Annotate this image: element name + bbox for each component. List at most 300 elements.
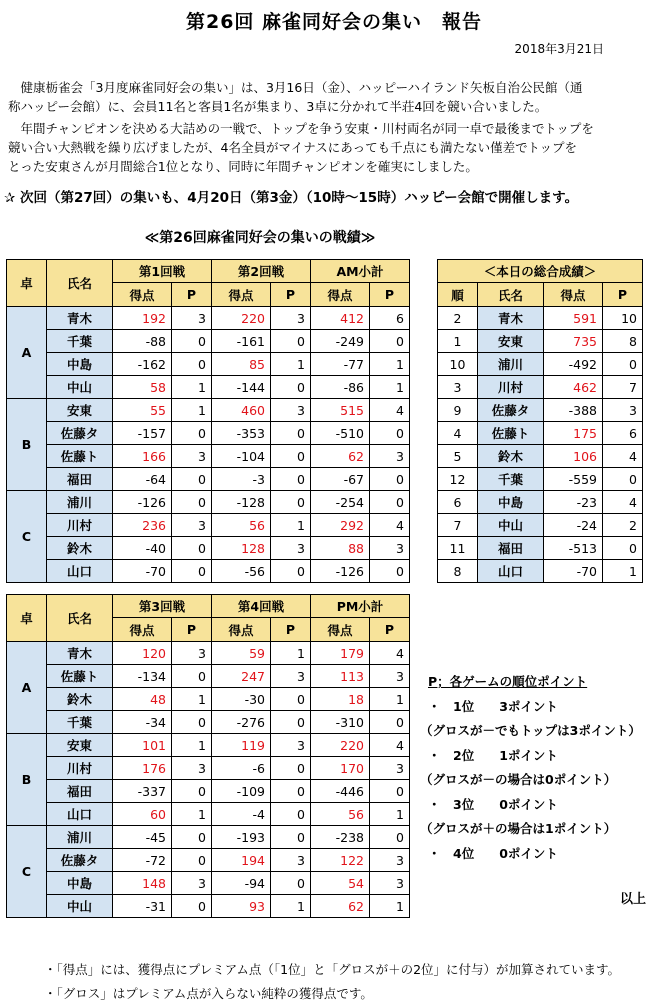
rank-cell: 12 [438,468,478,491]
score-cell: 119 [212,734,271,757]
point-cell: 0 [172,780,212,803]
next-meeting-notice: ✰ 次回（第27回）の集いも、4月20日（第3金）（10時～15時）ハッピー会館で開催します。 [4,190,579,206]
player-name: 佐藤タ [478,399,544,422]
score-cell: 56 [212,514,271,537]
player-name: 鈴木 [47,688,113,711]
table-label: C [7,826,47,918]
player-name: 青木 [47,307,113,330]
table-row [7,665,410,688]
table-row [438,468,643,491]
point-cell: 3 [172,872,212,895]
point-cell: 0 [271,422,311,445]
point-cell: 0 [172,353,212,376]
points-note-line: ・ 1位 3ポイント [428,698,558,714]
am-results-table [6,259,410,583]
point-cell: 1 [172,803,212,826]
rank-cell: 8 [438,560,478,583]
table-row [7,849,410,872]
player-name: 中山 [47,376,113,399]
score-cell: -310 [311,711,370,734]
point-cell: 1 [271,353,311,376]
player-name: 山口 [478,560,544,583]
point-cell: 0 [271,376,311,399]
point-cell: 0 [172,826,212,849]
score-cell: -126 [113,491,172,514]
point-cell: 10 [603,307,643,330]
col-header-name: 氏名 [478,283,544,307]
point-cell: 0 [172,537,212,560]
point-cell: 1 [370,353,410,376]
score-cell: 60 [113,803,172,826]
table-row [7,330,410,353]
col-header-game2: 第4回戦 [212,595,311,618]
score-cell: -388 [544,399,603,422]
player-name: 中山 [47,895,113,918]
point-cell: 1 [172,688,212,711]
player-name: 鈴木 [47,537,113,560]
score-cell: 462 [544,376,603,399]
player-name: 安東 [478,330,544,353]
point-cell: 3 [370,537,410,560]
player-name: 佐藤タ [47,422,113,445]
score-cell: 176 [113,757,172,780]
score-cell: 59 [212,642,271,665]
score-cell: 515 [311,399,370,422]
score-cell: 58 [113,376,172,399]
point-cell: 0 [271,826,311,849]
point-cell: 0 [172,849,212,872]
table-row [7,872,410,895]
table-row [7,491,410,514]
rank-cell: 7 [438,514,478,537]
point-cell: 0 [370,826,410,849]
point-cell: 4 [603,491,643,514]
table-row [438,491,643,514]
point-cell: 1 [370,895,410,918]
score-cell: -70 [544,560,603,583]
col-header-rank: 順 [438,283,478,307]
table-row [7,803,410,826]
score-cell: -77 [311,353,370,376]
score-cell: 591 [544,307,603,330]
score-cell: -109 [212,780,271,803]
score-cell: -249 [311,330,370,353]
rank-cell: 10 [438,353,478,376]
score-cell: -70 [113,560,172,583]
score-cell: 62 [311,895,370,918]
rank-cell: 6 [438,491,478,514]
point-cell: 0 [603,537,643,560]
score-cell: -193 [212,826,271,849]
point-cell: 0 [172,468,212,491]
point-cell: 0 [271,560,311,583]
score-cell: -72 [113,849,172,872]
point-cell: 7 [603,376,643,399]
score-cell: -161 [212,330,271,353]
results-heading: ≪第26回麻雀同好会の集いの戦績≫ [144,230,376,246]
score-cell: -353 [212,422,271,445]
points-note [420,670,650,866]
col-header-p: P [172,618,212,642]
rank-cell: 5 [438,445,478,468]
player-name: 福田 [478,537,544,560]
point-cell: 0 [271,780,311,803]
rank-cell: 4 [438,422,478,445]
point-cell: 0 [370,422,410,445]
rank-cell: 1 [438,330,478,353]
col-header-score: 得点 [113,618,172,642]
point-cell: 1 [370,688,410,711]
score-cell: -104 [212,445,271,468]
player-name: 福田 [47,780,113,803]
player-name: 佐藤ト [47,665,113,688]
col-header-p: P [603,283,643,307]
point-cell: 0 [370,560,410,583]
point-cell: 0 [172,711,212,734]
point-cell: 3 [172,514,212,537]
score-cell: -24 [544,514,603,537]
point-cell: 3 [271,537,311,560]
point-cell: 4 [603,445,643,468]
table-row [438,560,643,583]
point-cell: 0 [172,491,212,514]
point-cell: 1 [172,399,212,422]
score-cell: 106 [544,445,603,468]
table-row [438,399,643,422]
table-row [7,780,410,803]
player-name: 中島 [47,872,113,895]
score-cell: 166 [113,445,172,468]
score-cell: 55 [113,399,172,422]
table-row [438,376,643,399]
point-cell: 0 [172,422,212,445]
score-cell: -254 [311,491,370,514]
player-name: 千葉 [47,711,113,734]
score-cell: -6 [212,757,271,780]
col-header-table: 卓 [7,260,47,307]
table-label: B [7,399,47,491]
score-cell: 220 [212,307,271,330]
rank-cell: 2 [438,307,478,330]
player-name: 浦川 [478,353,544,376]
score-cell: 292 [311,514,370,537]
score-cell: -492 [544,353,603,376]
rank-cell: 9 [438,399,478,422]
score-cell: 236 [113,514,172,537]
table-row [7,560,410,583]
score-cell: -64 [113,468,172,491]
score-cell: -157 [113,422,172,445]
table-label: A [7,307,47,399]
points-note-line: （グロスが－でもトップは3ポイント） [420,723,641,738]
player-name: 佐藤ト [478,422,544,445]
score-cell: 56 [311,803,370,826]
point-cell: 0 [172,330,212,353]
player-name: 鈴木 [478,445,544,468]
col-header-p: P [370,618,410,642]
point-cell: 3 [370,757,410,780]
col-header-name: 氏名 [47,595,113,642]
point-cell: 0 [370,468,410,491]
score-cell: -56 [212,560,271,583]
score-cell: -337 [113,780,172,803]
footnote-2: ・「グロス」はプレミアム点が入らない純粋の獲得点です。 [44,986,373,1001]
score-cell: 88 [311,537,370,560]
point-cell: 3 [271,734,311,757]
score-cell: 247 [212,665,271,688]
intro-line-1: 健康栃雀会「3月度麻雀同好会の集い」は、3月16日（金）、ハッピーハイランド矢板自治公民館（通 [8,80,583,95]
score-cell: 170 [311,757,370,780]
score-cell: -446 [311,780,370,803]
table-row [7,895,410,918]
score-cell: 460 [212,399,271,422]
points-note-title: P；各ゲームの順位ポイント [428,674,588,689]
score-cell: 93 [212,895,271,918]
point-cell: 0 [603,468,643,491]
score-cell: -67 [311,468,370,491]
point-cell: 0 [370,780,410,803]
col-header-score: 得点 [311,283,370,307]
table-row [7,757,410,780]
point-cell: 2 [603,514,643,537]
score-cell: -510 [311,422,370,445]
score-cell: 735 [544,330,603,353]
point-cell: 3 [370,849,410,872]
table-row [438,422,643,445]
score-cell: -23 [544,491,603,514]
score-cell: 179 [311,642,370,665]
point-cell: 0 [271,803,311,826]
intro-line-2: 称ハッピー会館）に、会員11名と客員1名が集まり、3卓に分かれて半荘4回を競い合いました。 [8,99,548,114]
point-cell: 6 [603,422,643,445]
col-header-p: P [172,283,212,307]
point-cell: 0 [271,872,311,895]
point-cell: 3 [172,445,212,468]
table-row [7,642,410,665]
player-name: 安東 [47,399,113,422]
table-row [7,734,410,757]
table-label: C [7,491,47,583]
point-cell: 3 [172,307,212,330]
score-cell: 120 [113,642,172,665]
point-cell: 0 [271,445,311,468]
table-row [7,711,410,734]
col-header-p: P [271,283,311,307]
score-cell: -559 [544,468,603,491]
score-cell: -134 [113,665,172,688]
point-cell: 0 [172,560,212,583]
score-cell: -4 [212,803,271,826]
score-cell: -238 [311,826,370,849]
table-row [7,445,410,468]
col-header-score: 得点 [212,283,271,307]
player-name: 川村 [47,757,113,780]
score-cell: 148 [113,872,172,895]
intro-line-3: 年間チャンピオンを決める大詰めの一戦で、トップを争う安東・川村両名が同一卓で最後までトップを [8,121,594,136]
score-cell: -31 [113,895,172,918]
rank-cell: 3 [438,376,478,399]
point-cell: 3 [370,872,410,895]
player-name: 山口 [47,803,113,826]
score-cell: -86 [311,376,370,399]
point-cell: 3 [271,849,311,872]
point-cell: 4 [370,734,410,757]
point-cell: 0 [370,491,410,514]
point-cell: 1 [172,376,212,399]
intro-line-5: とった安東さんが月間総合1位となり、同時に年間チャンピオンを確実にしました。 [8,159,478,174]
score-cell: 101 [113,734,172,757]
score-cell: 54 [311,872,370,895]
col-header-table: 卓 [7,595,47,642]
points-note-line: （グロスが＋の場合は1ポイント） [420,821,617,836]
table-row [7,468,410,491]
player-name: 中山 [478,514,544,537]
point-cell: 3 [172,757,212,780]
point-cell: 0 [370,330,410,353]
table-row [7,307,410,330]
score-cell: -45 [113,826,172,849]
player-name: 山口 [47,560,113,583]
player-name: 千葉 [47,330,113,353]
score-cell: 175 [544,422,603,445]
closing-mark: 以上 [619,892,646,907]
overall-results-table [437,259,643,583]
score-cell: -144 [212,376,271,399]
point-cell: 0 [370,711,410,734]
table-row [7,422,410,445]
table-row [7,353,410,376]
col-header-subtotal: AM小計 [311,260,410,283]
point-cell: 4 [370,399,410,422]
points-note-line: ・ 3位 0ポイント [428,796,558,812]
table-row [438,330,643,353]
point-cell: 3 [271,665,311,688]
player-name: 千葉 [478,468,544,491]
points-note-line: （グロスが－の場合は0ポイント） [420,772,617,787]
point-cell: 6 [370,307,410,330]
pm-results-table [6,594,410,918]
point-cell: 3 [271,399,311,422]
table-row [7,688,410,711]
col-header-score: 得点 [212,618,271,642]
score-cell: 122 [311,849,370,872]
score-cell: -94 [212,872,271,895]
points-note-line: ・ 2位 1ポイント [428,747,558,763]
point-cell: 0 [271,491,311,514]
score-cell: -34 [113,711,172,734]
point-cell: 1 [271,514,311,537]
point-cell: 0 [271,330,311,353]
point-cell: 4 [370,514,410,537]
col-header-p: P [370,283,410,307]
intro-line-4: 競い合い大熱戦を繰り広げましたが、4名全員がマイナスにあっても千点にも満たない僅差でトップを [8,140,577,155]
col-header-subtotal: PM小計 [311,595,410,618]
point-cell: 8 [603,330,643,353]
score-cell: 113 [311,665,370,688]
score-cell: 192 [113,307,172,330]
player-name: 佐藤タ [47,849,113,872]
point-cell: 3 [370,665,410,688]
point-cell: 0 [271,757,311,780]
player-name: 青木 [478,307,544,330]
score-cell: -128 [212,491,271,514]
point-cell: 3 [603,399,643,422]
point-cell: 1 [370,376,410,399]
table-row [7,399,410,422]
col-header-game2: 第2回戦 [212,260,311,283]
player-name: 浦川 [47,826,113,849]
col-header-name: 氏名 [47,260,113,307]
score-cell: 85 [212,353,271,376]
col-header-score: 得点 [544,283,603,307]
score-cell: -126 [311,560,370,583]
score-cell: -30 [212,688,271,711]
table-row [7,826,410,849]
table-row [438,307,643,330]
score-cell: 128 [212,537,271,560]
col-header-score: 得点 [113,283,172,307]
player-name: 福田 [47,468,113,491]
col-header-game1: 第1回戦 [113,260,212,283]
point-cell: 1 [172,734,212,757]
table-row [438,537,643,560]
point-cell: 3 [172,642,212,665]
point-cell: 0 [603,353,643,376]
point-cell: 0 [271,688,311,711]
report-date: 2018年3月21日 [514,42,604,56]
score-cell: -276 [212,711,271,734]
point-cell: 1 [370,803,410,826]
point-cell: 0 [271,711,311,734]
point-cell: 3 [271,307,311,330]
player-name: 中島 [47,353,113,376]
col-header-score: 得点 [311,618,370,642]
score-cell: 194 [212,849,271,872]
score-cell: 412 [311,307,370,330]
table-row [438,445,643,468]
player-name: 川村 [47,514,113,537]
point-cell: 1 [271,895,311,918]
table-row [438,514,643,537]
table-row [7,376,410,399]
player-name: 中島 [478,491,544,514]
table-row [7,514,410,537]
score-cell: -3 [212,468,271,491]
player-name: 川村 [478,376,544,399]
overall-title: ＜本日の総合成績＞ [438,260,643,283]
point-cell: 4 [370,642,410,665]
points-note-line: ・ 4位 0ポイント [428,845,558,861]
player-name: 安東 [47,734,113,757]
score-cell: 220 [311,734,370,757]
score-cell: -162 [113,353,172,376]
player-name: 青木 [47,642,113,665]
point-cell: 1 [603,560,643,583]
point-cell: 1 [271,642,311,665]
score-cell: 18 [311,688,370,711]
score-cell: -88 [113,330,172,353]
table-row [7,537,410,560]
score-cell: 62 [311,445,370,468]
col-header-game1: 第3回戦 [113,595,212,618]
score-cell: 48 [113,688,172,711]
score-cell: -40 [113,537,172,560]
footnote-1: ・「得点」には、獲得点にプレミアム点（「1位」と「グロスが＋の2位」に付与）が加算されています。 [44,962,621,977]
col-header-p: P [271,618,311,642]
player-name: 佐藤ト [47,445,113,468]
table-row [438,353,643,376]
score-cell: -513 [544,537,603,560]
